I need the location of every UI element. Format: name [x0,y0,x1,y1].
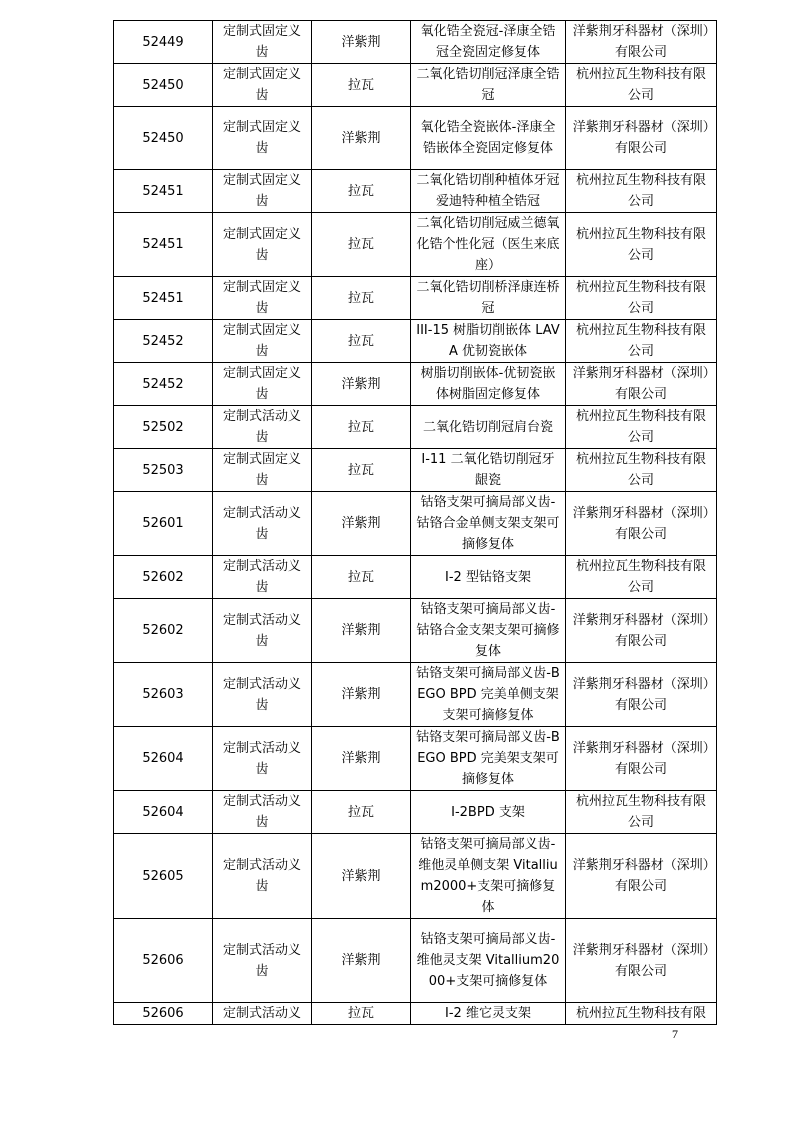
product-cell: 钴铬支架可摘局部义齿-BEGO BPD 完美单侧支架支架可摘修复体 [411,663,566,727]
category-cell: 定制式活动义齿 [213,556,312,599]
brand-cell: 拉瓦 [312,449,411,492]
brand-cell: 洋紫荆 [312,727,411,791]
product-cell: 钴铬支架可摘局部义齿-维他灵支架 Vitallium2000+支架可摘修复体 [411,919,566,1003]
category-cell: 定制式活动义齿 [213,919,312,1003]
category-cell: 定制式固定义齿 [213,170,312,213]
maker-cell: 洋紫荆牙科器材（深圳）有限公司 [566,599,717,663]
maker-cell: 杭州拉瓦生物科技有限 [566,1003,717,1025]
maker-cell: 杭州拉瓦生物科技有限公司 [566,556,717,599]
code-cell: 52450 [114,107,213,170]
table-row [114,791,717,834]
table-row [114,406,717,449]
category-cell: 定制式固定义齿 [213,213,312,277]
product-cell: 二氧化锆切削桥泽康连桥冠 [411,277,566,320]
code-cell: 52601 [114,492,213,556]
code-cell: 52602 [114,556,213,599]
maker-cell: 洋紫荆牙科器材（深圳）有限公司 [566,834,717,919]
category-cell: 定制式活动义齿 [213,406,312,449]
brand-cell: 拉瓦 [312,213,411,277]
brand-cell: 洋紫荆 [312,834,411,919]
maker-cell: 杭州拉瓦生物科技有限公司 [566,64,717,107]
product-cell: I-2 维它灵支架 [411,1003,566,1025]
code-cell: 52451 [114,277,213,320]
brand-cell: 洋紫荆 [312,599,411,663]
category-cell: 定制式固定义齿 [213,107,312,170]
brand-cell: 拉瓦 [312,320,411,363]
category-cell: 定制式活动义齿 [213,492,312,556]
product-cell: 二氧化锆切削种植体牙冠爱迪特种植全锆冠 [411,170,566,213]
category-cell: 定制式固定义齿 [213,363,312,406]
maker-cell: 杭州拉瓦生物科技有限公司 [566,277,717,320]
maker-cell: 洋紫荆牙科器材（深圳）有限公司 [566,21,717,64]
table-row [114,107,717,170]
brand-cell: 洋紫荆 [312,107,411,170]
code-cell: 52450 [114,64,213,107]
brand-cell: 拉瓦 [312,791,411,834]
table-row [114,1003,717,1025]
table-row [114,663,717,727]
code-cell: 52604 [114,791,213,834]
table-row [114,21,717,64]
brand-cell: 拉瓦 [312,406,411,449]
product-cell: 二氧化锆切削冠泽康全锆冠 [411,64,566,107]
category-cell: 定制式固定义齿 [213,21,312,64]
maker-cell: 杭州拉瓦生物科技有限公司 [566,170,717,213]
category-cell: 定制式固定义齿 [213,277,312,320]
table-row [114,492,717,556]
product-cell: 钴铬支架可摘局部义齿-钴铬合金单侧支架支架可摘修复体 [411,492,566,556]
code-cell: 52449 [114,21,213,64]
brand-cell: 洋紫荆 [312,21,411,64]
code-cell: 52502 [114,406,213,449]
category-cell: 定制式活动义齿 [213,791,312,834]
brand-cell: 拉瓦 [312,277,411,320]
maker-cell: 杭州拉瓦生物科技有限公司 [566,213,717,277]
maker-cell: 洋紫荆牙科器材（深圳）有限公司 [566,663,717,727]
maker-cell: 洋紫荆牙科器材（深圳）有限公司 [566,492,717,556]
category-cell: 定制式活动义齿 [213,599,312,663]
maker-cell: 洋紫荆牙科器材（深圳）有限公司 [566,919,717,1003]
maker-cell: 洋紫荆牙科器材（深圳）有限公司 [566,363,717,406]
product-table [113,20,717,1025]
product-cell: III-15 树脂切削嵌体 LAVA 优韧瓷嵌体 [411,320,566,363]
table-row [114,170,717,213]
code-cell: 52604 [114,727,213,791]
code-cell: 52605 [114,834,213,919]
category-cell: 定制式活动义 [213,1003,312,1025]
maker-cell: 洋紫荆牙科器材（深圳）有限公司 [566,727,717,791]
category-cell: 定制式固定义齿 [213,64,312,107]
product-cell: 钴铬支架可摘局部义齿-钴铬合金支架支架可摘修复体 [411,599,566,663]
table-row [114,449,717,492]
product-cell: I-11 二氧化锆切削冠牙龈瓷 [411,449,566,492]
brand-cell: 洋紫荆 [312,663,411,727]
code-cell: 52606 [114,1003,213,1025]
maker-cell: 杭州拉瓦生物科技有限公司 [566,320,717,363]
product-cell: I-2BPD 支架 [411,791,566,834]
code-cell: 52606 [114,919,213,1003]
product-cell: I-2 型钴铬支架 [411,556,566,599]
product-cell: 钴铬支架可摘局部义齿-BEGO BPD 完美架支架可摘修复体 [411,727,566,791]
maker-cell: 杭州拉瓦生物科技有限公司 [566,449,717,492]
code-cell: 52451 [114,213,213,277]
brand-cell: 拉瓦 [312,170,411,213]
brand-cell: 拉瓦 [312,64,411,107]
product-cell: 氧化锆全瓷嵌体-泽康全锆嵌体全瓷固定修复体 [411,107,566,170]
brand-cell: 洋紫荆 [312,919,411,1003]
table-row [114,277,717,320]
table-row [114,834,717,919]
table-row [114,919,717,1003]
maker-cell: 杭州拉瓦生物科技有限公司 [566,406,717,449]
category-cell: 定制式固定义齿 [213,320,312,363]
product-cell: 二氧化锆切削冠威兰德氧化锆个性化冠（医生来底座） [411,213,566,277]
maker-cell: 杭州拉瓦生物科技有限公司 [566,791,717,834]
table-row [114,599,717,663]
table-row [114,363,717,406]
product-cell: 钴铬支架可摘局部义齿-维他灵单侧支架 Vitallium2000+支架可摘修复体 [411,834,566,919]
brand-cell: 拉瓦 [312,1003,411,1025]
table-row [114,556,717,599]
category-cell: 定制式活动义齿 [213,727,312,791]
brand-cell: 拉瓦 [312,556,411,599]
maker-cell: 洋紫荆牙科器材（深圳）有限公司 [566,107,717,170]
code-cell: 52451 [114,170,213,213]
page-number: 7 [672,1027,678,1041]
category-cell: 定制式活动义齿 [213,663,312,727]
product-cell: 氧化锆全瓷冠-泽康全锆冠全瓷固定修复体 [411,21,566,64]
brand-cell: 洋紫荆 [312,492,411,556]
category-cell: 定制式活动义齿 [213,834,312,919]
product-cell: 树脂切削嵌体-优韧瓷嵌体树脂固定修复体 [411,363,566,406]
table-row [114,64,717,107]
table-row [114,320,717,363]
code-cell: 52452 [114,320,213,363]
code-cell: 52452 [114,363,213,406]
table-row [114,213,717,277]
code-cell: 52603 [114,663,213,727]
brand-cell: 洋紫荆 [312,363,411,406]
product-cell: 二氧化锆切削冠肩台瓷 [411,406,566,449]
category-cell: 定制式固定义齿 [213,449,312,492]
code-cell: 52602 [114,599,213,663]
table-row [114,727,717,791]
code-cell: 52503 [114,449,213,492]
